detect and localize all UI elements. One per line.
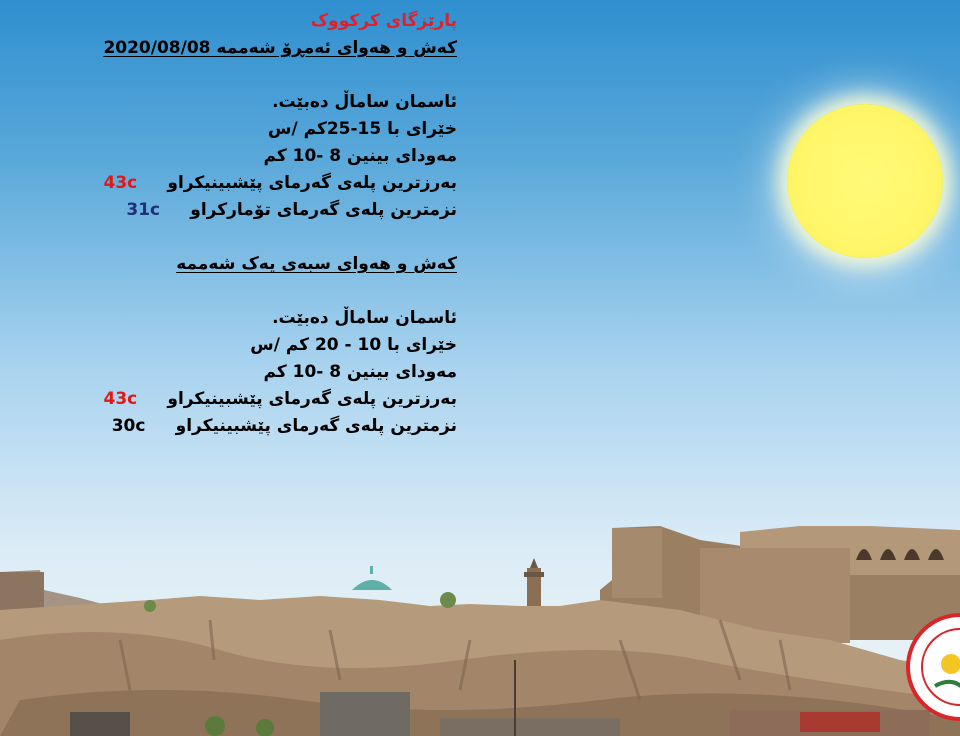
today-min-label: نزمترین پلەی گەرمای تۆمارکراو [190,200,457,220]
tomorrow-min-label: نزمترین پلەی گەرمای پێشبینیکراو [175,416,457,436]
today-min-row [17,197,457,224]
today-wind: خێرای با 15-25کم /س [268,119,457,139]
today-heading: کەش و هەوای ئەمڕۆ شەممە 2020/08/08 [103,38,457,58]
tomorrow-max-row [17,386,457,413]
today-sky: ئاسمان ساماڵ دەبێت. [272,92,457,112]
tomorrow-sky: ئاسمان ساماڵ دەبێت. [272,308,457,328]
today-visibility: مەودای بینین 8 -10 کم [263,146,457,166]
today-max-value: 43c [103,173,138,193]
tomorrow-min-row [17,413,457,440]
tomorrow-heading: کەش و هەوای سبەی یەک شەممە [176,254,457,274]
bulletin-title: پارێزگای کرکووک [310,11,457,31]
weather-bulletin [17,8,457,440]
today-max-label: بەرزترین پلەی گەرمای پێشبینیکراو [167,173,457,193]
today-max-row [17,170,457,197]
tomorrow-wind: خێرای با 10 - 20 کم /س [250,335,457,355]
tomorrow-max-value: 43c [103,389,138,409]
tomorrow-visibility: مەودای بینین 8 -10 کم [263,362,457,382]
tomorrow-min-value: 30c [111,416,146,436]
tomorrow-max-label: بەرزترین پلەی گەرمای پێشبینیکراو [167,389,457,409]
today-min-value: 31c [126,200,161,220]
logo-icon [905,612,960,722]
